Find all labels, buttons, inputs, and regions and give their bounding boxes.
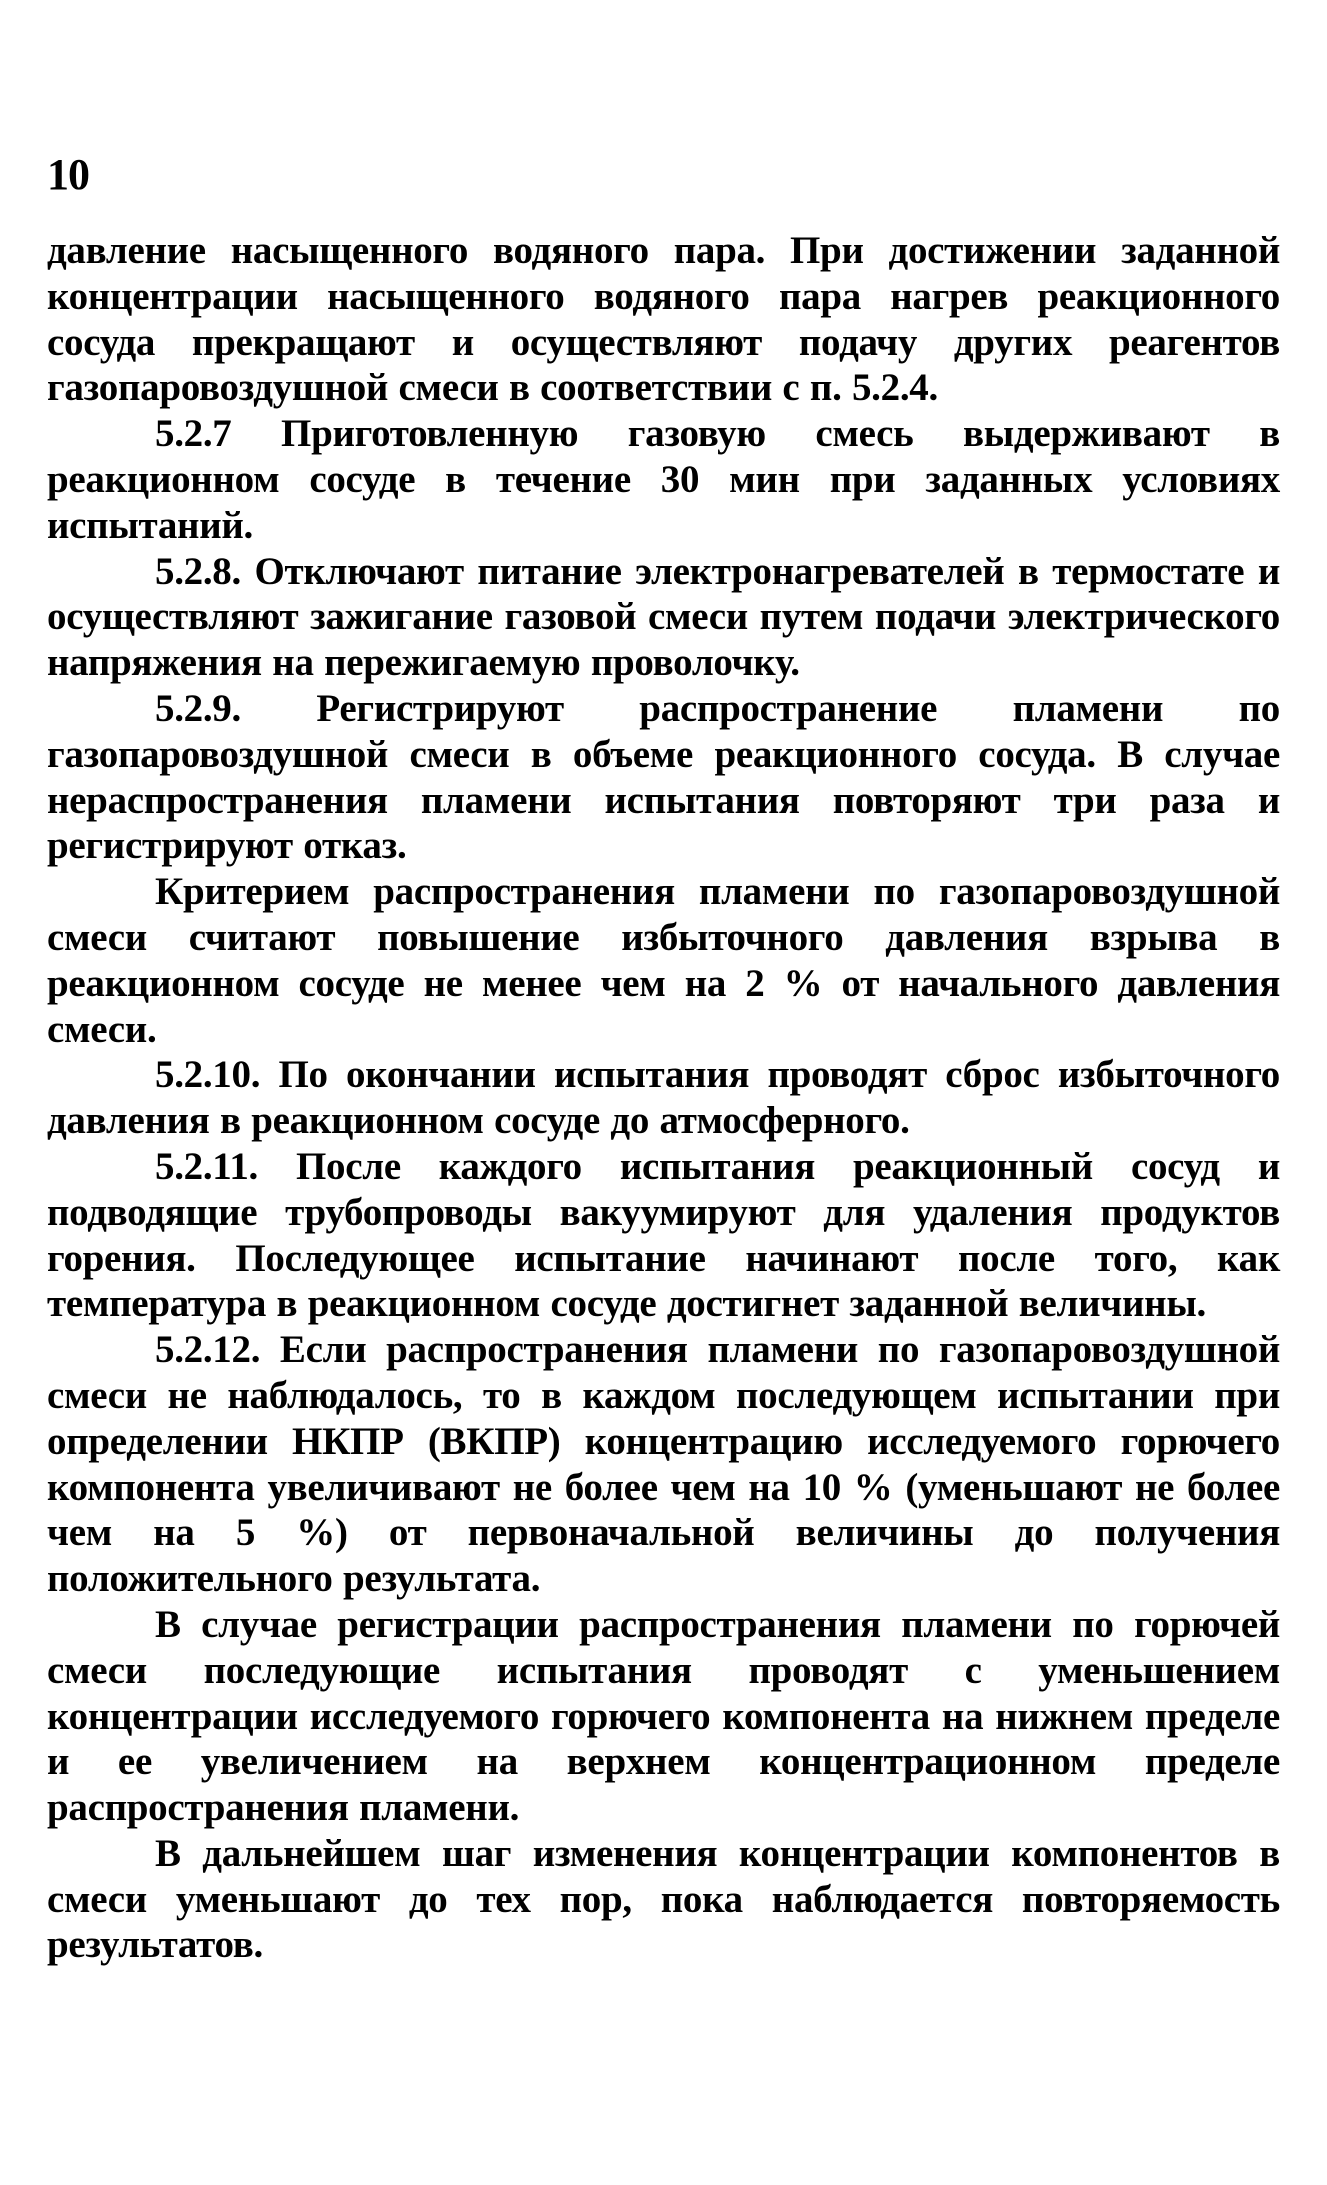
paragraph-step-reduction: В дальнейшем шаг изменения концентрации компонентов в смеси уменьшают до тех пор, пока наблюдается повторяемость результатов. [47,1831,1280,1967]
document-page [47,150,1280,1968]
page-number: 10 [47,150,89,199]
paragraph-continuation: давление насыщенного водяного пара. При достижении заданной концентрации насыщенного водяного пара нагрев реакционного сосуда прекращают и осуществляют подачу других реагентов газопаровоздушной смеси в соответствии с п. 5.2.4. [47,229,1280,410]
paragraph-5-2-7: 5.2.7 Приготовленную газовую смесь выдерживают в реакционном сосуде в течение 30 мин при заданных условиях испытаний. [47,412,1280,547]
paragraph-criterion: Критерием распространения пламени по газопаровоздушной смеси считают повышение избыточного давления взрыва в реакционном сосуде не менее чем на 2 % от начального давления смеси. [47,870,1280,1051]
paragraph-5-2-10: 5.2.10. По окончании испытания проводят сброс избыточного давления в реакционном сосуде до атмосферного. [47,1053,1280,1143]
paragraph-registration-case: В случае регистрации распространения пламени по горючей смеси последующие испытания проводят с уменьшением концентрации исследуемого горючего компонента на нижнем пределе и ее увеличением на верхнем концентрационном пределе распространения пламени. [47,1602,1280,1830]
paragraph-5-2-11: 5.2.11. После каждого испытания реакционный сосуд и подводящие трубопроводы вакуумируют для удаления продуктов горения. Последующее испытание начинают после того, как температура в реакционном сосуде достигнет заданной величины. [47,1144,1280,1326]
paragraph-5-2-8: 5.2.8. Отключают питание электронагревателей в термостате и осуществляют зажигание газовой смеси путем подачи электрического напряжения на пережигаемую проволочку. [47,549,1280,685]
paragraph-5-2-12: 5.2.12. Если распространения пламени по газопаровоздушной смеси не наблюдалось, то в каждом последующем испытании при определении НКПР (ВКПР) концентрацию исследуемого горючего компонента увеличивают не более чем на 10 % (уменьшают не более чем на 5 %) от первоначальной величины до получения положительного результата. [47,1328,1280,1601]
paragraph-5-2-9: 5.2.9. Регистрируют распространение пламени по газопаровоздушной смеси в объеме реакционного сосуда. В случае нераспространения пламени испытания повторяют три раза и регистрируют отказ. [47,686,1280,868]
